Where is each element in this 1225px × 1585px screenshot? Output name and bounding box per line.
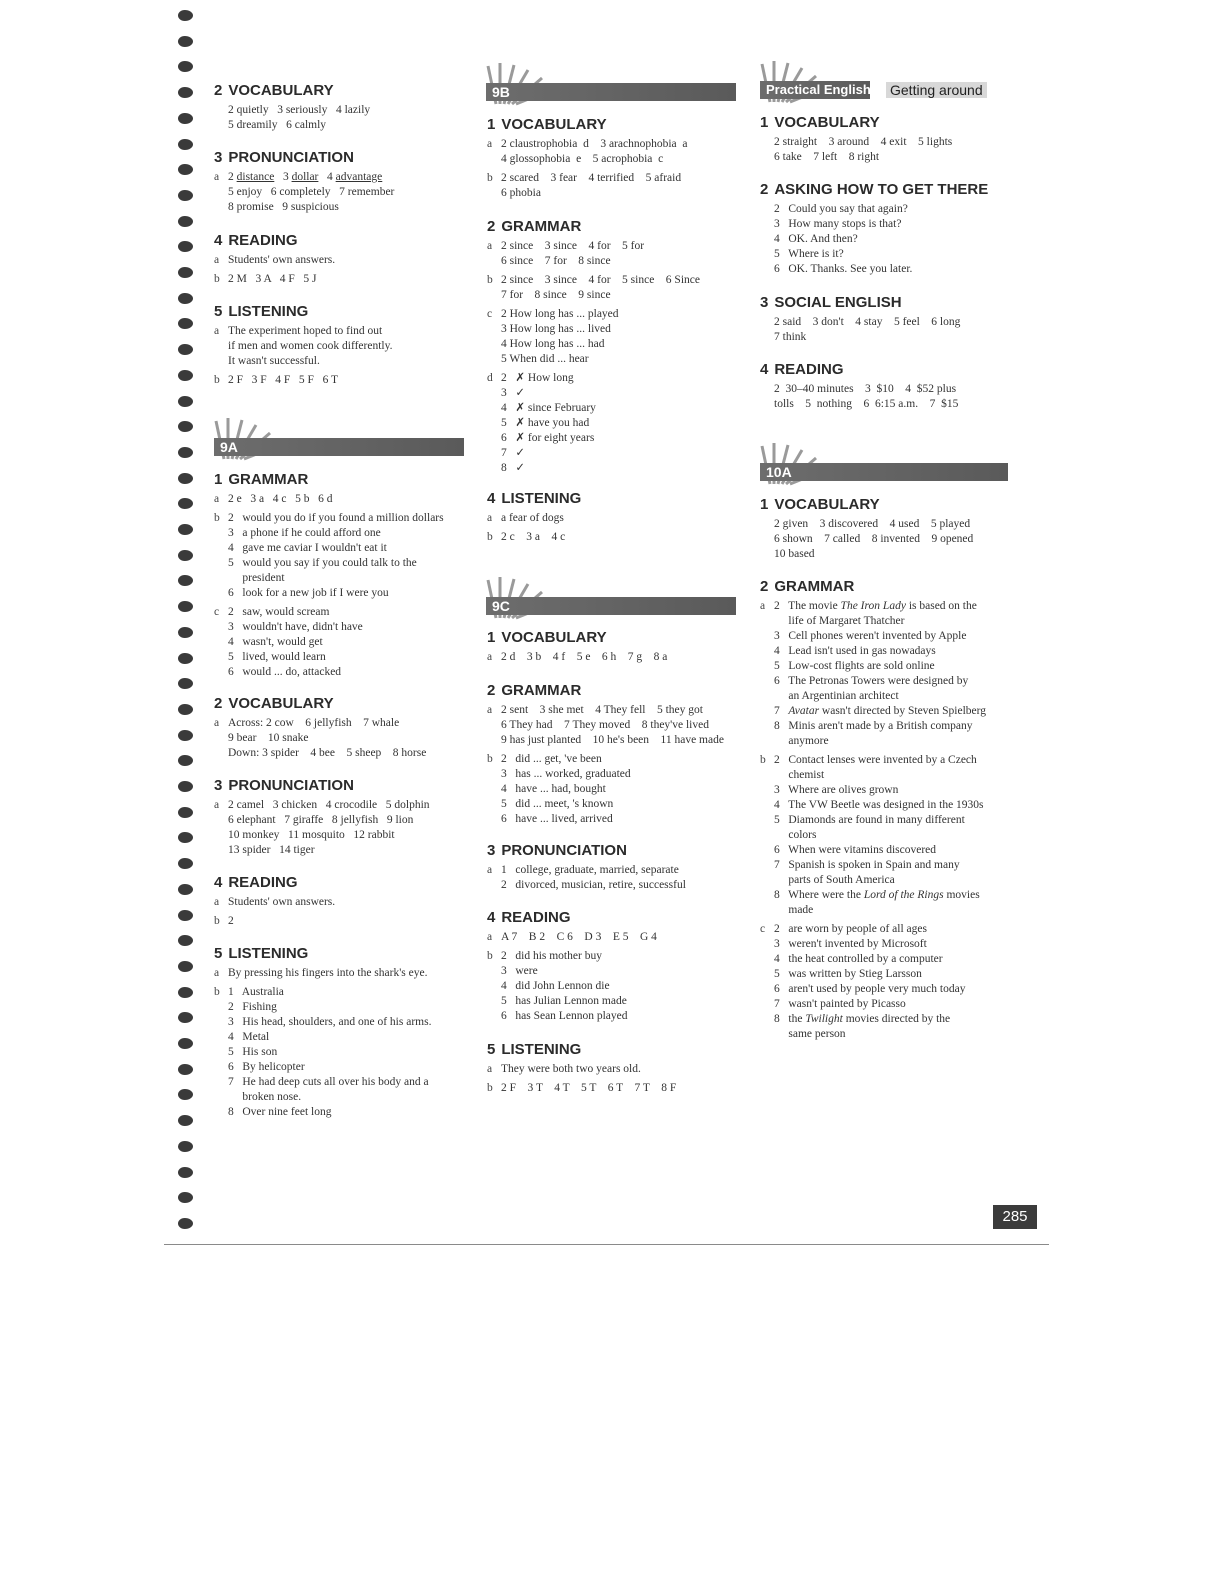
answer-line: 6 shown 7 called 8 invented 9 opened (774, 533, 974, 545)
answer-line: 6 look for a new job if I were you (228, 587, 389, 599)
section-vocabulary-1-10a (760, 496, 1025, 562)
answer-line: 2 c 3 a 4 c (501, 531, 566, 543)
answer-line: 3 Cell phones weren't invented by Apple (774, 630, 967, 642)
answer-line: 2 ✗ How long (501, 372, 574, 384)
answer-line: same person (774, 1028, 846, 1040)
answer-line: 7 Spanish is spoken in Spain and many (774, 859, 960, 871)
answer-line: 2 distance 3 dollar 4 advantage (228, 171, 383, 183)
answer-line: 6 ✗ for eight years (501, 432, 595, 444)
spiral-ring (178, 1012, 193, 1023)
answer-line: 5 was written by Stieg Larsson (774, 968, 922, 980)
answer-line: president (228, 572, 285, 584)
answer-line: if men and women cook differently. (228, 340, 393, 352)
answer-line: 2 are worn by people of all ages (774, 923, 927, 935)
unit-label: Practical English (766, 82, 871, 97)
spiral-binding (178, 10, 194, 1250)
answer-line: 2 F 3 T 4 T 5 T 6 T 7 T 8 F (501, 1082, 677, 1094)
spiral-ring (178, 704, 193, 715)
spiral-ring (178, 421, 193, 432)
section-title: 5 LISTENING (214, 945, 309, 962)
answer-line: 13 spider 14 tiger (228, 844, 315, 856)
spiral-ring (178, 755, 193, 766)
spiral-ring (178, 884, 193, 895)
answer-line: 2 given 3 discovered 4 used 5 played (774, 518, 971, 530)
spiral-ring (178, 961, 193, 972)
section-pronunciation-3-9c: 3 PRONUNCIATION a 1 college, graduate, married, separate 2 divorced, musician, retire, successful (487, 842, 752, 893)
answer-line: 2 saw, would scream (228, 606, 330, 618)
spiral-ring (178, 139, 193, 150)
spiral-ring (178, 524, 193, 535)
answer-line: 5 Low-cost flights are sold online (774, 660, 935, 672)
answer-line: They were both two years old. (501, 1063, 641, 1075)
answer-line: Students' own answers. (228, 896, 336, 908)
unit-banner-practical-english (750, 58, 998, 104)
spiral-ring (178, 10, 193, 21)
spiral-ring (178, 1218, 193, 1229)
section-title: 4 READING (214, 874, 298, 891)
answer-line: 5 lived, would learn (228, 651, 326, 663)
answer-line: chemist (774, 769, 825, 781)
spiral-ring (178, 344, 193, 355)
answer-line: 6 have ... lived, arrived (501, 813, 613, 825)
spiral-ring (178, 498, 193, 509)
spiral-ring (178, 653, 193, 664)
spiral-ring (178, 164, 193, 175)
answer-line: 4 gave me caviar I wouldn't eat it (228, 542, 387, 554)
spiral-ring (178, 935, 193, 946)
section-grammar-1-9a: 1 GRAMMAR a 2 e 3 a 4 c 5 b 6 d b 2 would you do if you found a million dollars 3 a phone if he could afford one 4 gave me caviar I wouldn't eat it 5 would you say if you could talk to the president 6 look for a new job if I were you c 2 saw, would scream 3 wouldn't have, didn't have 4 wasn't, would get 5 lived, would learn 6 would ... do, attacked (214, 471, 479, 680)
section-grammar-2-10a: 2 GRAMMAR a 2 The movie The Iron Lady is based on the life of Margaret Thatcher 3 Cell phones weren't invented by Apple 4 Lead isn't used in gas nowadays 5 Low-cost flights are sold online 6 The Petronas Towers were designed by an Argentinian architect 7 Avatar wasn't directed by Steven Spielberg 8 Minis aren't made by a British company anymore b 2 Contact lenses were invented by a Czech chemist 3 Where are olives grown 4 The VW Beetle was designed in the 1930s 5 Diamonds are found in many different colors 6 When were vitamins discovered 7 Spanish is spoken in Spain and many parts of South America 8 Where were the Lord of the Rings movies made c 2 are worn by people of all ages 3 weren't invented by Microsoft 4 the heat controlled by a computer 5 was written by Stieg Larsson 6 aren't used by people very much today 7 wasn't painted by Picasso 8 the Twilight movies directed by the same person (760, 578, 1030, 1042)
answer-line: 6 The Petronas Towers were designed by (774, 675, 969, 687)
answer-line: 7 wasn't painted by Picasso (774, 998, 906, 1010)
answer-line: 4 OK. And then? (774, 233, 858, 245)
spiral-ring (178, 910, 193, 921)
section-vocabulary-1-9b: 1 VOCABULARY a 2 claustrophobia d 3 arachnophobia a 4 glossophobia e 5 acrophobia c b 2 scared 3 fear 4 terrified 5 afraid 6 phobia (487, 116, 752, 201)
answer-line: 4 the heat controlled by a computer (774, 953, 943, 965)
spiral-ring (178, 627, 193, 638)
spiral-ring (178, 987, 193, 998)
answer-line: 10 monkey 11 mosquito 12 rabbit (228, 829, 395, 841)
spiral-ring (178, 318, 193, 329)
answer-line: 4 have ... had, bought (501, 783, 606, 795)
answer-line: 9 has just planted 10 he's been 11 have made (501, 734, 724, 746)
answer-line: 7 Avatar wasn't directed by Steven Spielberg (774, 705, 987, 717)
answer-line: 5 Diamonds are found in many different (774, 814, 965, 826)
spiral-ring (178, 216, 193, 227)
spiral-ring (178, 473, 193, 484)
answer-line: 6 take 7 left 8 right (774, 151, 880, 163)
answer-line: 2 (228, 915, 234, 927)
answer-line: 6 aren't used by people very much today (774, 983, 966, 995)
banner-bar (486, 83, 736, 101)
answer-line: 5 dreamily 6 calmly (228, 119, 327, 131)
answer-line: 7 He had deep cuts all over his body and a (228, 1076, 429, 1088)
section-social-english (760, 294, 1025, 345)
section-reading-4-pe (760, 361, 1025, 412)
section-title: 4 LISTENING (487, 490, 582, 507)
answer-line: tolls 5 nothing 6 6:15 a.m. 7 $15 (774, 398, 959, 410)
section-title: 2 GRAMMAR (760, 578, 855, 595)
spiral-ring (178, 1167, 193, 1178)
spiral-ring (178, 87, 193, 98)
answer-line: 8 the Twilight movies directed by the (774, 1013, 951, 1025)
section-title: 2 VOCABULARY (214, 695, 334, 712)
answer-line: Down: 3 spider 4 bee 5 sheep 8 horse (228, 747, 427, 759)
answer-line: 3 weren't invented by Microsoft (774, 938, 927, 950)
section-title: 4 READING (487, 909, 571, 926)
section-vocabulary-2-9a: 2 VOCABULARY a Across: 2 cow 6 jellyfish 7 whale 9 bear 10 snake Down: 3 spider 4 bee 5 sheep 8 horse (214, 695, 479, 761)
unit-banner-9a (204, 415, 464, 461)
section-title: 2 VOCABULARY (214, 82, 334, 99)
unit-banner-9b (476, 60, 736, 106)
answer-line: 2 d 3 b 4 f 5 e 6 h 7 g 8 a (501, 651, 668, 663)
answer-line: 4 ✗ since February (501, 402, 596, 414)
spiral-ring (178, 1038, 193, 1049)
answer-line: 5 When did ... hear (501, 353, 589, 365)
answer-line: 4 Metal (228, 1031, 270, 1043)
section-vocabulary-1-pe (760, 114, 1025, 165)
section-title: 4 READING (760, 361, 844, 378)
unit-label: 9A (220, 439, 238, 455)
section-title: 1 VOCABULARY (760, 496, 880, 513)
answer-line: 2 claustrophobia d 3 arachnophobia a (501, 138, 688, 150)
answer-line: 2 straight 3 around 4 exit 5 lights (774, 136, 953, 148)
section-title: 1 GRAMMAR (214, 471, 309, 488)
answer-line: 1 college, graduate, married, separate (501, 864, 679, 876)
answer-line: 2 30–40 minutes 3 $10 4 $52 plus (774, 383, 957, 395)
spiral-ring (178, 807, 193, 818)
answer-line: anymore (774, 735, 829, 747)
answer-line: 4 Lead isn't used in gas nowadays (774, 645, 936, 657)
spiral-ring (178, 61, 193, 72)
answer-line: 3 How long has ... lived (501, 323, 611, 335)
section-reading-4: 4 READING a Students' own answers. b 2 M 3 A 4 F 5 J (214, 232, 474, 287)
section-listening-5: 5 LISTENING a The experiment hoped to find out if men and women cook differently. It wasn't successful. b 2 F 3 F 4 F 5 F 6 T (214, 303, 474, 388)
spiral-ring (178, 1141, 193, 1152)
answer-line: 2 F 3 F 4 F 5 F 6 T (228, 374, 339, 386)
spiral-ring (178, 190, 193, 201)
spiral-ring (178, 370, 193, 381)
answer-line: 2 since 3 since 4 for 5 since 6 Since (501, 274, 700, 286)
spiral-ring (178, 241, 193, 252)
section-title: 1 VOCABULARY (487, 629, 607, 646)
section-listening-5-9a: 5 LISTENING a By pressing his fingers into the shark's eye. b 1 Australia 2 Fishing 3 His head, shoulders, and one of his arms. 4 Metal 5 His son 6 By helicopter 7 He had deep cuts all over his body and a broken nose. 8 Over nine feet long (214, 945, 479, 1120)
page-divider (164, 1244, 1049, 1245)
answer-line: made (774, 904, 814, 916)
answer-line: 2 M 3 A 4 F 5 J (228, 273, 317, 285)
spiral-ring (178, 550, 193, 561)
spiral-ring (178, 730, 193, 741)
section-title: 3 SOCIAL ENGLISH (760, 294, 902, 311)
answer-line: The experiment hoped to find out (228, 325, 383, 337)
answer-line: 2 did his mother buy (501, 950, 602, 962)
section-pronunciation-3-9a: 3 PRONUNCIATION a 2 camel 3 chicken 4 crocodile 5 dolphin 6 elephant 7 giraffe 8 jellyfish 9 lion 10 monkey 11 mosquito 12 rabbit 13 spider 14 tiger (214, 777, 479, 858)
answer-line: 2 How long has ... played (501, 308, 619, 320)
answer-line: 7 for 8 since 9 since (501, 289, 611, 301)
section-listening-5-9c: 5 LISTENING a They were both two years old. b 2 F 3 T 4 T 5 T 6 T 7 T 8 F (487, 1041, 752, 1096)
section-vocabulary-1-9c: 1 VOCABULARY a 2 d 3 b 4 f 5 e 6 h 7 g 8 a (487, 629, 752, 665)
spiral-ring (178, 396, 193, 407)
answer-line: 6 When were vitamins discovered (774, 844, 937, 856)
unit-banner-9c (476, 574, 736, 620)
answer-line: 4 How long has ... had (501, 338, 605, 350)
answer-line: 4 wasn't, would get (228, 636, 323, 648)
answer-line: 2 scared 3 fear 4 terrified 5 afraid (501, 172, 682, 184)
answer-line: an Argentinian architect (774, 690, 899, 702)
answer-line: broken nose. (228, 1091, 302, 1103)
section-title: 5 LISTENING (214, 303, 309, 320)
answer-line: 2 Could you say that again? (774, 203, 908, 215)
answer-line: 3 a phone if he could afford one (228, 527, 381, 539)
spiral-ring (178, 267, 193, 278)
answer-line: 3 wouldn't have, didn't have (228, 621, 363, 633)
answer-line: 8 Minis aren't made by a British company (774, 720, 973, 732)
answer-line: 3 His head, shoulders, and one of his arms. (228, 1016, 432, 1028)
answer-line: 6 elephant 7 giraffe 8 jellyfish 9 lion (228, 814, 414, 826)
spiral-ring (178, 575, 193, 586)
answer-line: 6 has Sean Lennon played (501, 1010, 628, 1022)
spiral-ring (178, 293, 193, 304)
answer-line: 2 Fishing (228, 1001, 277, 1013)
answer-line: 6 would ... do, attacked (228, 666, 342, 678)
spiral-ring (178, 447, 193, 458)
answer-line: 9 bear 10 snake (228, 732, 309, 744)
answer-line: 4 glossophobia e 5 acrophobia c (501, 153, 664, 165)
section-title: 2 GRAMMAR (487, 218, 582, 235)
banner-bar (486, 597, 736, 615)
unit-label: 9C (492, 598, 510, 614)
spiral-ring (178, 1192, 193, 1203)
spiral-ring (178, 858, 193, 869)
answer-line: 7 think (774, 331, 807, 343)
answer-line: 3 has ... worked, graduated (501, 768, 631, 780)
answer-line: 2 since 3 since 4 for 5 for (501, 240, 645, 252)
answer-line: 5 has Julian Lennon made (501, 995, 627, 1007)
section-vocabulary-2 (214, 82, 474, 133)
page-number: 285 (993, 1205, 1037, 1229)
answer-line: 5 would you say if you could talk to the (228, 557, 417, 569)
unit-subtitle: Getting around (886, 82, 987, 98)
answer-line: 6 since 7 for 8 since (501, 255, 611, 267)
unit-label: 9B (492, 84, 510, 100)
section-title: 3 PRONUNCIATION (487, 842, 627, 859)
answer-line: 5 did ... meet, 's known (501, 798, 614, 810)
answer-line: 6 By helicopter (228, 1061, 305, 1073)
answer-line: It wasn't successful. (228, 355, 320, 367)
section-title: 3 PRONUNCIATION (214, 777, 354, 794)
answer-line: 4 did John Lennon die (501, 980, 610, 992)
section-asking-how-to-get-there (760, 181, 1025, 277)
spiral-ring (178, 113, 193, 124)
answer-line: 3 were (501, 965, 538, 977)
spiral-ring (178, 1089, 193, 1100)
spiral-ring (178, 678, 193, 689)
answer-line: 8 promise 9 suspicious (228, 201, 339, 213)
unit-label: 10A (766, 464, 792, 480)
section-title: 1 VOCABULARY (760, 114, 880, 131)
section-reading-4-9c: 4 READING a A 7 B 2 C 6 D 3 E 5 G 4 b 2 did his mother buy 3 were 4 did John Lennon die 5 has Julian Lennon made 6 has Sean Lennon played (487, 909, 752, 1024)
section-reading-4-9a: 4 READING a Students' own answers. b 2 (214, 874, 479, 929)
answer-line: 2 The movie The Iron Lady is based on the (774, 600, 977, 612)
answer-line: 2 camel 3 chicken 4 crocodile 5 dolphin (228, 799, 430, 811)
answer-line: 3 Where are olives grown (774, 784, 899, 796)
section-title: 2 ASKING HOW TO GET THERE (760, 181, 989, 198)
answer-line: 4 The VW Beetle was designed in the 1930s (774, 799, 984, 811)
section-title: 5 LISTENING (487, 1041, 582, 1058)
answer-line: Students' own answers. (228, 254, 336, 266)
banner-bar (214, 438, 464, 456)
answer-line: 2 said 3 don't 4 stay 5 feel 6 long (774, 316, 961, 328)
section-title: 4 READING (214, 232, 298, 249)
answer-line: 10 based (774, 548, 815, 560)
section-grammar-2-9b: 2 GRAMMAR a 2 since 3 since 4 for 5 for 6 since 7 for 8 since b 2 since 3 since 4 for 5 since 6 Since 7 for 8 since 9 since c 2 How long has ... played 3 How long has ... lived 4 How long has ... had 5 When did ... hear d 2 ✗ How long 3 ✓ 4 ✗ since February 5 ✗ have you had 6 ✗ for eight years 7 ✓ 8 ✓ (487, 218, 752, 476)
answer-line: 5 His son (228, 1046, 278, 1058)
answer-line: 2 sent 3 she met 4 They fell 5 they got (501, 704, 703, 716)
answer-line: 2 would you do if you found a million dollars (228, 512, 444, 524)
section-title: 2 GRAMMAR (487, 682, 582, 699)
spiral-ring (178, 1064, 193, 1075)
section-pronunciation-3: 3 PRONUNCIATION a 2 distance 3 dollar 4 advantage 5 enjoy 6 completely 7 remember 8 promise 9 suspicious (214, 149, 474, 215)
answer-line: life of Margaret Thatcher (774, 615, 905, 627)
answer-line: 7 ✓ (501, 447, 526, 459)
spiral-ring (178, 781, 193, 792)
answer-line: parts of South America (774, 874, 895, 886)
answer-line: 6 phobia (501, 187, 541, 199)
answer-line: 1 Australia (228, 986, 284, 998)
answer-line: a fear of dogs (501, 512, 564, 524)
answer-line: 3 ✓ (501, 387, 526, 399)
answer-line: 2 divorced, musician, retire, successful (501, 879, 686, 891)
section-title: 3 PRONUNCIATION (214, 149, 354, 166)
answer-line: 8 Where were the Lord of the Rings movies (774, 889, 980, 901)
unit-banner-10a (750, 440, 1008, 486)
answer-line: Across: 2 cow 6 jellyfish 7 whale (228, 717, 400, 729)
spiral-ring (178, 601, 193, 612)
section-listening-4-9b: 4 LISTENING a a fear of dogs b 2 c 3 a 4 c (487, 490, 752, 545)
answer-line: 5 Where is it? (774, 248, 844, 260)
answer-line: colors (774, 829, 817, 841)
section-title: 1 VOCABULARY (487, 116, 607, 133)
answer-line: 5 ✗ have you had (501, 417, 590, 429)
spiral-ring (178, 36, 193, 47)
spiral-ring (178, 832, 193, 843)
answer-line: 8 ✓ (501, 462, 526, 474)
answer-line: 5 enjoy 6 completely 7 remember (228, 186, 395, 198)
answer-line: 2 Contact lenses were invented by a Czech (774, 754, 977, 766)
banner-bar (760, 463, 1008, 481)
answer-line: 2 quietly 3 seriously 4 lazily (228, 104, 371, 116)
answer-line: 6 They had 7 They moved 8 they've lived (501, 719, 709, 731)
answer-line: A 7 B 2 C 6 D 3 E 5 G 4 (501, 931, 657, 943)
answer-line: 2 e 3 a 4 c 5 b 6 d (228, 493, 333, 505)
spiral-ring (178, 1115, 193, 1126)
section-grammar-2-9c: 2 GRAMMAR a 2 sent 3 she met 4 They fell 5 they got 6 They had 7 They moved 8 they've lived 9 has just planted 10 he's been 11 have made b 2 did ... get, 've been 3 has ... worked, graduated 4 have ... had, bought 5 did ... meet, 's known 6 have ... lived, arrived (487, 682, 752, 827)
answer-line: 8 Over nine feet long (228, 1106, 332, 1118)
answer-line: By pressing his fingers into the shark's eye. (228, 967, 428, 979)
answer-line: 6 OK. Thanks. See you later. (774, 263, 913, 275)
answer-line: 2 did ... get, 've been (501, 753, 602, 765)
answer-line: 3 How many stops is that? (774, 218, 902, 230)
